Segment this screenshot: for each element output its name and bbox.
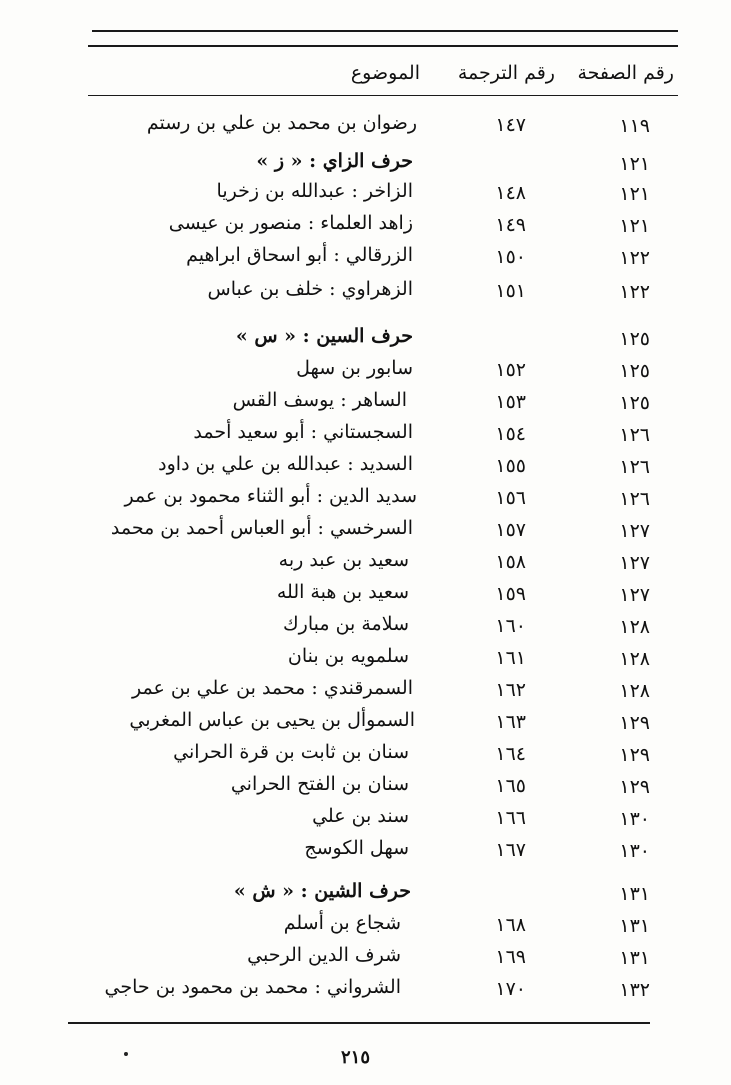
page-number-cell: ١٢٧ xyxy=(619,552,650,574)
translation-number-cell: ١٦٠ xyxy=(495,615,526,637)
translation-number-cell: ١٥٨ xyxy=(495,551,526,573)
letter-section-heading: حرف الزاي : « ز » xyxy=(256,150,413,172)
subject-cell: السرخسي : أبو العباس أحمد بن محمد xyxy=(110,517,413,539)
page-number-cell: ١٢٨ xyxy=(619,616,650,638)
translation-number-cell: ١٥٤ xyxy=(495,423,526,445)
translation-number-cell: ١٥٦ xyxy=(495,487,526,509)
subject-cell: الساهر : يوسف القس xyxy=(232,389,407,411)
top-rule-second xyxy=(88,45,678,47)
subject-cell: سنان بن ثابت بن قرة الحراني xyxy=(173,741,409,763)
translation-number-cell: ١٦٥ xyxy=(495,775,526,797)
top-rule xyxy=(92,30,678,32)
page-number-cell: ١٢١ xyxy=(619,153,650,175)
page-number-cell: ١٢٦ xyxy=(619,488,650,510)
subject-cell: شرف الدين الرحبي xyxy=(247,944,401,966)
bottom-rule xyxy=(68,1022,650,1024)
page-number-cell: ١١٩ xyxy=(619,115,650,137)
translation-number-cell: ١٥٠ xyxy=(495,246,526,268)
translation-number-cell: ١٦٣ xyxy=(495,711,526,733)
subject-cell: الزرقالي : أبو اسحاق ابراهيم xyxy=(186,244,413,266)
translation-number-cell: ١٦١ xyxy=(495,647,526,669)
translation-number-cell: ١٦٤ xyxy=(495,743,526,765)
translation-number-cell: ١٦٨ xyxy=(495,914,526,936)
subject-cell: الزاخر : عبدالله بن زخريا xyxy=(216,180,413,202)
page-number-cell: ١٢٨ xyxy=(619,648,650,670)
subject-cell: سند بن علي xyxy=(312,805,409,827)
subject-cell: سعيد بن هبة الله xyxy=(276,581,409,603)
subject-cell: الزهراوي : خلف بن عباس xyxy=(207,278,413,300)
page-number-cell: ١٢٩ xyxy=(619,744,650,766)
translation-number-cell: ١٧٠ xyxy=(495,978,526,1000)
header-subject: الموضوع xyxy=(350,62,420,84)
translation-number-cell: ١٦٢ xyxy=(495,679,526,701)
page-number-cell: ١٢٥ xyxy=(619,360,650,382)
translation-number-cell: ١٦٩ xyxy=(495,946,526,968)
translation-number-cell: ١٥٣ xyxy=(495,391,526,413)
translation-number-cell: ١٥١ xyxy=(495,280,526,302)
header-page-number: رقم الصفحة xyxy=(577,62,674,84)
header-rule xyxy=(88,95,678,96)
subject-cell: سنان بن الفتح الحراني xyxy=(230,773,409,795)
subject-cell: سلامة بن مبارك xyxy=(283,613,409,635)
subject-cell: السجستاني : أبو سعيد أحمد xyxy=(193,421,413,443)
page-number-cell: ١٣١ xyxy=(619,883,650,905)
translation-number-cell: ١٦٧ xyxy=(495,839,526,861)
page-number-cell: ١٢١ xyxy=(619,183,650,205)
translation-number-cell: ١٤٧ xyxy=(495,114,526,136)
letter-section-heading: حرف السين : « س » xyxy=(235,325,413,347)
translation-number-cell: ١٤٩ xyxy=(495,214,526,236)
subject-cell: شجاع بن أسلم xyxy=(283,912,401,934)
page-number-cell: ١٢٦ xyxy=(619,456,650,478)
page-number-cell: ١٣٢ xyxy=(619,979,650,1001)
margin-dot xyxy=(124,1052,128,1056)
subject-cell: سلمويه بن بنان xyxy=(287,645,409,667)
translation-number-cell: ١٥٩ xyxy=(495,583,526,605)
translation-number-cell: ١٤٨ xyxy=(495,182,526,204)
subject-cell: سديد الدين : أبو الثناء محمود بن عمر xyxy=(124,485,417,507)
page-number-cell: ١٣١ xyxy=(619,947,650,969)
translation-number-cell: ١٥٧ xyxy=(495,519,526,541)
translation-number-cell: ١٥٢ xyxy=(495,359,526,381)
subject-cell: رضوان بن محمد بن علي بن رستم xyxy=(146,112,417,134)
subject-cell: السديد : عبدالله بن علي بن داود xyxy=(158,453,413,475)
page-number-cell: ١٢٧ xyxy=(619,520,650,542)
subject-cell: سعيد بن عبد ربه xyxy=(278,549,409,571)
page-number-cell: ١٢١ xyxy=(619,215,650,237)
subject-cell: السموأل بن يحيى بن عباس المغربي xyxy=(129,709,415,731)
page-number-cell: ١٢٦ xyxy=(619,424,650,446)
page-number-cell: ١٣١ xyxy=(619,915,650,937)
page-number-cell: ١٣٠ xyxy=(619,808,650,830)
page-number-cell: ١٢٩ xyxy=(619,776,650,798)
page-number-cell: ١٢٢ xyxy=(619,247,650,269)
subject-cell: سابور بن سهل xyxy=(296,357,413,379)
page-number-cell: ١٢٧ xyxy=(619,584,650,606)
header-translation-number: رقم الترجمة xyxy=(457,62,555,84)
footer-page-number: ٢١٥ xyxy=(341,1047,371,1068)
page-number-cell: ١٢٥ xyxy=(619,328,650,350)
subject-cell: سهل الكوسج xyxy=(304,837,409,859)
letter-section-heading: حرف الشين : « ش » xyxy=(233,880,411,902)
translation-number-cell: ١٦٦ xyxy=(495,807,526,829)
translation-number-cell: ١٥٥ xyxy=(495,455,526,477)
page-number-cell: ١٢٥ xyxy=(619,392,650,414)
subject-cell: الشرواني : محمد بن محمود بن حاجي xyxy=(104,976,401,998)
subject-cell: السمرقندي : محمد بن علي بن عمر xyxy=(132,677,413,699)
page-number-cell: ١٢٨ xyxy=(619,680,650,702)
page-number-cell: ١٣٠ xyxy=(619,840,650,862)
page-number-cell: ١٢٢ xyxy=(619,281,650,303)
page-number-cell: ١٢٩ xyxy=(619,712,650,734)
subject-cell: زاهد العلماء : منصور بن عيسى xyxy=(168,212,413,234)
